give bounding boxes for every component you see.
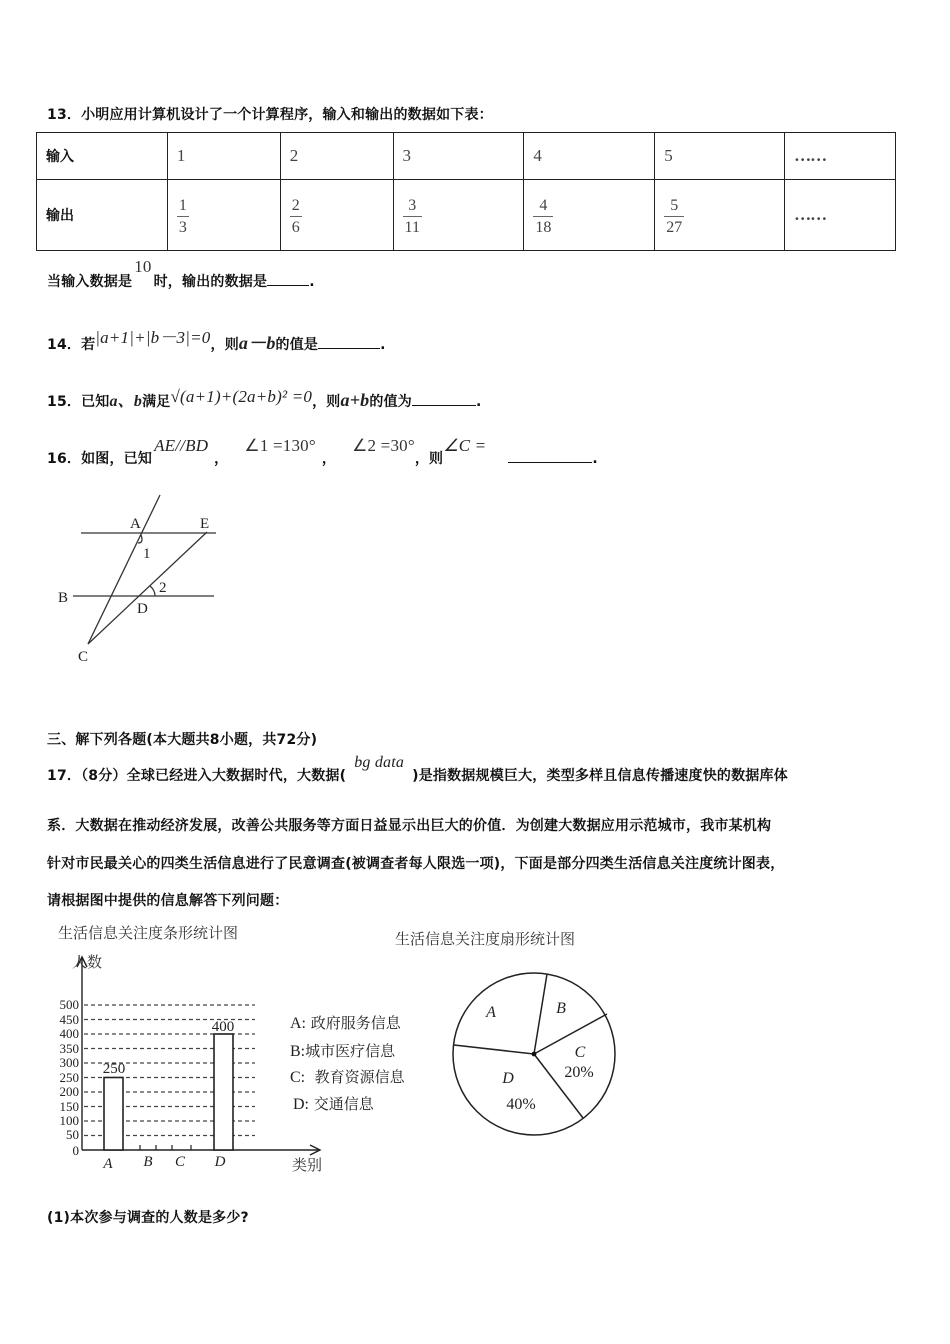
q16-text: ，则	[414, 451, 444, 467]
input-ellipsis: ……	[785, 133, 896, 180]
q15-equation: √(a+1)+(2a+b)² =0	[170, 387, 313, 406]
svg-text:500: 500	[59, 997, 79, 1012]
q14-label: 14．若	[47, 337, 96, 353]
q13-stem: 13．小明应用计算机设计了一个计算程序，输入和输出的数据如下表：	[47, 107, 493, 123]
input-cell: 5	[655, 133, 785, 180]
output-ellipsis: ……	[785, 180, 896, 251]
label-angle2: 2	[159, 580, 167, 596]
svg-text:300: 300	[59, 1055, 79, 1070]
q16-target-angle: ∠C =	[443, 436, 487, 455]
slice-divider-bc	[534, 1014, 607, 1054]
legend-key: B:	[290, 1043, 306, 1060]
output-cell	[167, 180, 280, 251]
svg-text:D: D	[214, 1154, 226, 1170]
legend-item-d	[290, 1093, 405, 1119]
q14-text: ，则	[210, 337, 239, 353]
io-table	[36, 132, 896, 251]
legend-key: A:	[290, 1015, 306, 1032]
line-ca	[88, 495, 160, 644]
svg-text:400: 400	[59, 1026, 79, 1041]
legend-label: 交通信息	[313, 1095, 374, 1113]
angle2-arc	[150, 586, 155, 596]
bar-a-value: 250	[102, 1061, 126, 1077]
q16-angle2-condition: ∠2 =30°	[352, 436, 415, 455]
slice-divider-ab	[534, 974, 547, 1054]
q15-vars: a、b	[109, 393, 143, 410]
q15-text: 满足	[142, 394, 171, 410]
svg-text:100: 100	[59, 1113, 79, 1128]
svg-text:250: 250	[59, 1070, 79, 1085]
output-cell	[393, 180, 524, 251]
answer-blank[interactable]	[318, 348, 380, 349]
answer-blank[interactable]	[267, 285, 309, 286]
svg-text:450: 450	[59, 1012, 79, 1027]
svg-text:200: 200	[59, 1084, 79, 1099]
output-header: 输出	[37, 180, 168, 251]
input-row	[37, 133, 896, 180]
q17-term: bg data	[354, 754, 405, 771]
bar-chart-title: 生活信息关注度条形统计图	[58, 924, 239, 942]
legend-label: 城市医疗信息	[305, 1042, 396, 1060]
period: .	[309, 274, 315, 290]
svg-text:A: A	[103, 1156, 113, 1172]
output-cell	[524, 180, 655, 251]
fraction	[177, 198, 189, 236]
denominator: 18	[533, 216, 553, 236]
numerator: 2	[291, 196, 300, 214]
output-cell	[280, 180, 393, 251]
output-row	[37, 180, 896, 251]
period: .	[592, 451, 598, 467]
q14-text: 的值是	[275, 337, 319, 353]
followup-text: 时，输出的数据是	[153, 274, 268, 290]
numerator: 5	[670, 196, 679, 214]
label-d: D	[137, 601, 148, 617]
q17-line4: 请根据图中提供的信息解答下列问题：	[47, 893, 289, 909]
section-heading: 三、解下列各题(本大题共8小题，共72分)	[47, 732, 318, 748]
legend-item-a	[290, 1012, 405, 1040]
pie-chart-title: 生活信息关注度扇形统计图	[395, 930, 576, 948]
slice-label-c: C	[574, 1044, 586, 1061]
label-a: A	[130, 516, 141, 532]
q17-sub1: (1)本次参与调查的人数是多少?	[47, 1210, 249, 1226]
period: .	[380, 337, 386, 353]
fraction	[403, 198, 422, 236]
q15-text: ，则	[312, 394, 341, 410]
svg-text:B: B	[143, 1154, 153, 1170]
bar-d	[214, 1034, 233, 1150]
bar-a	[104, 1078, 123, 1151]
denominator: 11	[403, 216, 422, 236]
pie-center	[532, 1052, 537, 1057]
q15	[47, 388, 482, 411]
q14-target-expr: a－b	[238, 333, 276, 353]
svg-text:C: C	[174, 1154, 186, 1170]
period: .	[475, 394, 482, 410]
q17-text: 17．（8分）全球已经进入大数据时代，大数据(	[47, 768, 347, 784]
legend-item-b	[290, 1040, 405, 1066]
legend-label: 政府服务信息	[310, 1014, 401, 1032]
q15-target-expr: a+b	[340, 390, 370, 410]
fraction	[664, 198, 684, 236]
denominator: 3	[177, 216, 189, 236]
label-angle1: 1	[143, 546, 151, 562]
label-c: C	[78, 649, 89, 665]
y-tick-labels	[60, 997, 80, 1158]
q16	[47, 436, 598, 468]
input-cell: 3	[393, 133, 524, 180]
q17-line2: 系．大数据在推动经济发展，改善公共服务等方面日益显示出巨大的价值．为创建大数据应用示范城市，我市某机构	[47, 818, 772, 834]
x-axis-label: 类别	[292, 1156, 323, 1174]
slice-label-a: A	[486, 1004, 496, 1021]
q16-angle1-condition: ∠1 =130°	[244, 436, 316, 455]
q17-line3: 针对市民最关心的四类生活信息进行了民意调查(被调查者每人限选一项)，下面是部分四类生活信息关注度统计图表，	[47, 856, 785, 872]
q15-text: 的值为	[369, 394, 412, 410]
label-e: E	[200, 516, 210, 532]
legend-item-c	[290, 1066, 405, 1093]
slice-value-d: 40%	[506, 1096, 536, 1113]
fraction	[533, 198, 553, 236]
fraction	[290, 198, 302, 236]
svg-text:50: 50	[66, 1127, 79, 1142]
geometry-figure	[50, 490, 230, 670]
q15-label: 15．已知	[47, 394, 110, 410]
legend-key: D:	[293, 1096, 309, 1113]
pie-chart	[448, 968, 618, 1138]
chart-legend	[290, 1012, 405, 1119]
q17-line1	[47, 754, 788, 785]
bar-d-value: 400	[211, 1019, 235, 1035]
input-cell: 4	[524, 133, 655, 180]
numerator: 3	[408, 196, 417, 214]
followup-text: 当输入数据是	[47, 274, 133, 290]
input-header: 输入	[37, 133, 168, 180]
q13-followup	[47, 257, 315, 291]
y-axis-label: 人数	[72, 953, 103, 971]
q16-label: 16．如图，已知	[47, 451, 153, 467]
legend-label: 教育资源信息	[314, 1068, 405, 1086]
numerator: 4	[539, 196, 548, 214]
numerator: 1	[178, 196, 187, 214]
legend-key: C:	[290, 1069, 306, 1086]
q14	[47, 329, 386, 355]
svg-text:350: 350	[59, 1041, 79, 1056]
label-b: B	[58, 590, 69, 606]
denominator: 27	[664, 216, 684, 236]
svg-text:0: 0	[72, 1143, 79, 1158]
slice-value-c: 20%	[564, 1064, 594, 1081]
q17-text: )是指数据规模巨大，类型多样且信息传播速度快的数据库体	[412, 768, 788, 784]
input-cell: 2	[280, 133, 393, 180]
q14-equation: |a+1|+|b－3|=0	[95, 328, 211, 347]
svg-text:150: 150	[59, 1099, 79, 1114]
comma: ，	[321, 451, 337, 467]
input-value: 10	[134, 257, 152, 276]
slice-divider-da	[454, 1045, 534, 1054]
slice-label-d: D	[502, 1070, 514, 1087]
answer-blank[interactable]	[412, 405, 476, 406]
denominator: 6	[290, 216, 302, 236]
input-cell: 1	[167, 133, 280, 180]
output-cell	[655, 180, 785, 251]
comma: ，	[214, 451, 229, 467]
q16-parallel-condition: AE//BD	[154, 436, 209, 455]
answer-blank[interactable]	[508, 462, 592, 463]
x-category-labels	[102, 1154, 225, 1172]
slice-label-b: B	[556, 1000, 566, 1017]
